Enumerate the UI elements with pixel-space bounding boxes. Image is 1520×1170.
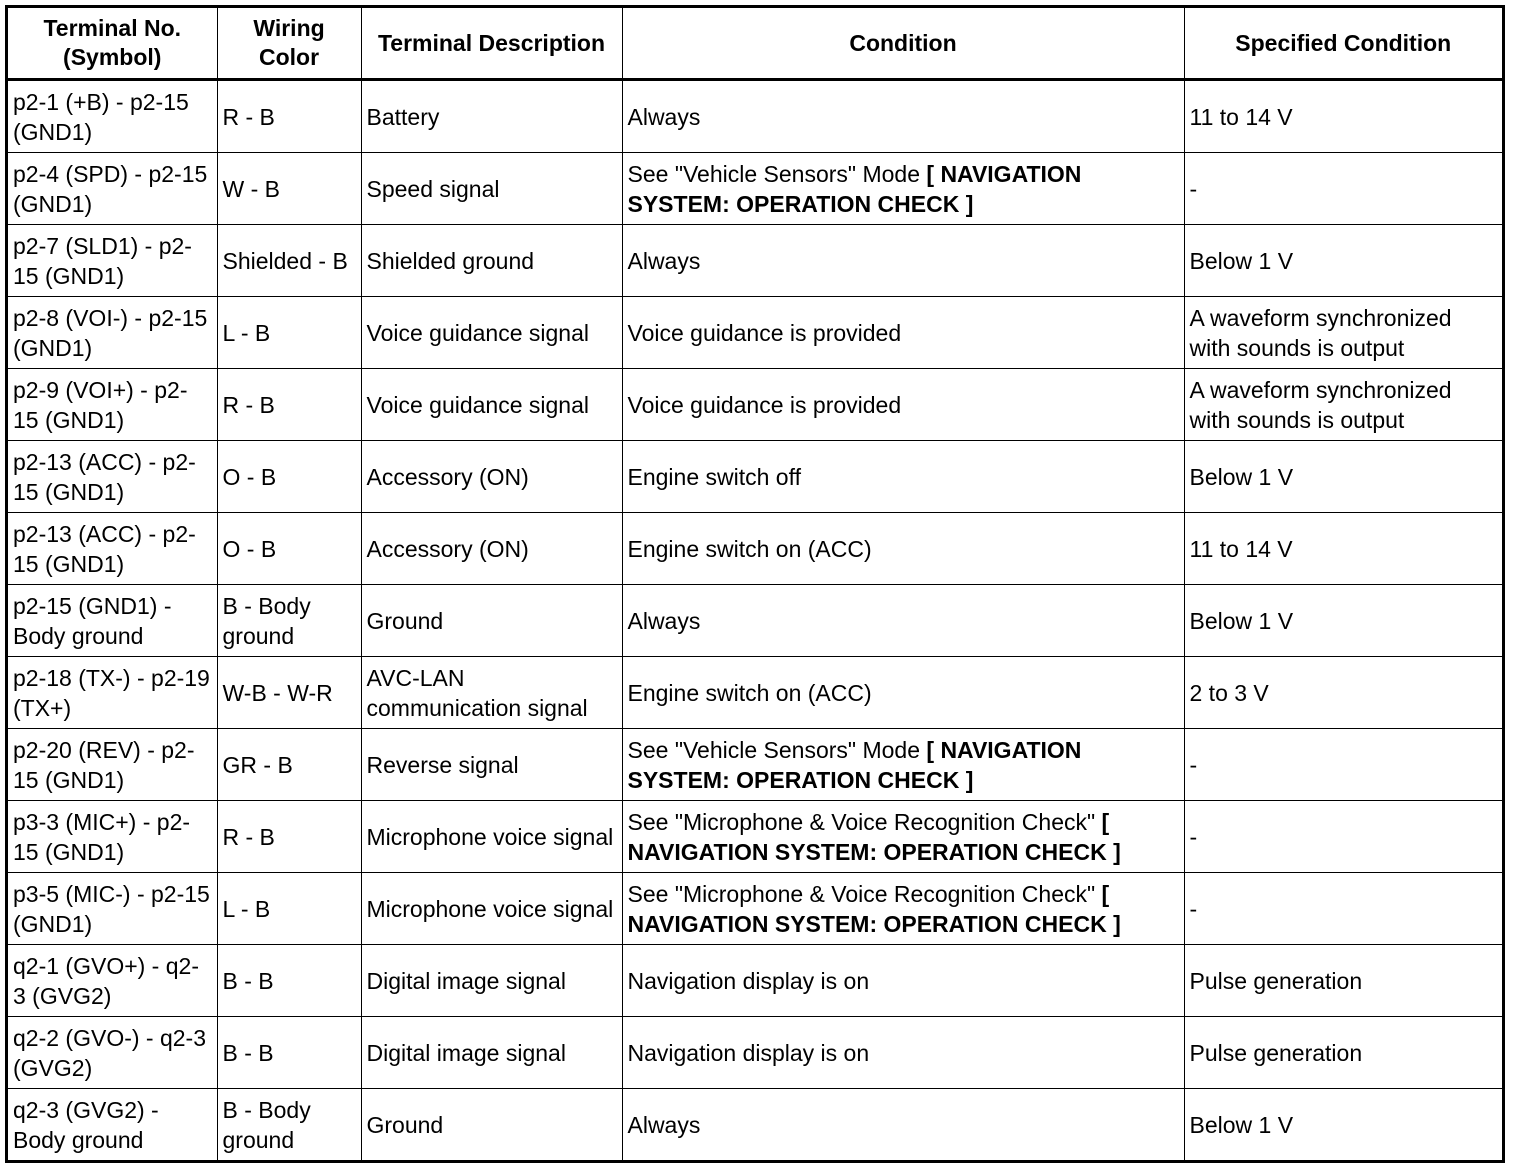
cell-condition: [622, 873, 1184, 945]
cell-wiring-color: B - Body ground: [217, 585, 361, 657]
cell-terminal: p2-13 (ACC) - p2-15 (GND1): [8, 513, 217, 585]
condition-text: Engine switch on (ACC): [627, 679, 872, 706]
cell-terminal-description: AVC-LAN communication signal: [361, 657, 622, 729]
table-row: [8, 441, 1502, 513]
condition-text: Navigation display is on: [627, 967, 870, 994]
table-row: [8, 945, 1502, 1017]
cell-condition: [622, 80, 1184, 153]
table-row: [8, 1017, 1502, 1089]
cell-wiring-color: B - B: [217, 945, 361, 1017]
cell-terminal: q2-3 (GVG2) - Body ground: [8, 1089, 217, 1161]
cell-terminal-description: Ground: [361, 585, 622, 657]
cell-terminal-description: Reverse signal: [361, 729, 622, 801]
cell-condition: [622, 513, 1184, 585]
table-row: [8, 369, 1502, 441]
cell-terminal: q2-2 (GVO-) - q2-3 (GVG2): [8, 1017, 217, 1089]
cell-condition: [622, 657, 1184, 729]
terminal-table-frame: [5, 5, 1505, 1163]
cell-terminal-description: Digital image signal: [361, 1017, 622, 1089]
cell-specified-condition: -: [1184, 801, 1502, 873]
cell-condition: [622, 729, 1184, 801]
cell-condition: [622, 153, 1184, 225]
cell-wiring-color: W - B: [217, 153, 361, 225]
cell-terminal-description: Voice guidance signal: [361, 369, 622, 441]
table-row: [8, 729, 1502, 801]
cell-terminal: p3-3 (MIC+) - p2-15 (GND1): [8, 801, 217, 873]
condition-text: Always: [627, 1111, 701, 1138]
condition-text: See "Vehicle Sensors" Mode: [627, 160, 927, 187]
cell-condition: [622, 1017, 1184, 1089]
table-row: [8, 80, 1502, 153]
cell-terminal: p2-9 (VOI+) - p2-15 (GND1): [8, 369, 217, 441]
cell-condition: [622, 585, 1184, 657]
cell-condition: [622, 441, 1184, 513]
cell-wiring-color: L - B: [217, 297, 361, 369]
cell-terminal: p2-20 (REV) - p2-15 (GND1): [8, 729, 217, 801]
cell-condition: [622, 297, 1184, 369]
cell-specified-condition: Below 1 V: [1184, 225, 1502, 297]
cell-wiring-color: O - B: [217, 513, 361, 585]
condition-text: See "Microphone & Voice Recognition Check": [627, 880, 1102, 907]
cell-terminal: p3-5 (MIC-) - p2-15 (GND1): [8, 873, 217, 945]
cell-terminal-description: Microphone voice signal: [361, 873, 622, 945]
cell-wiring-color: O - B: [217, 441, 361, 513]
cell-terminal: p2-13 (ACC) - p2-15 (GND1): [8, 441, 217, 513]
table-header: [8, 8, 1502, 80]
cell-specified-condition: -: [1184, 873, 1502, 945]
cell-condition: [622, 369, 1184, 441]
cell-terminal-description: Voice guidance signal: [361, 297, 622, 369]
table-body: [8, 80, 1502, 1161]
header-specified-condition: Specified Condition: [1184, 8, 1502, 80]
cell-terminal-description: Accessory (ON): [361, 441, 622, 513]
cell-terminal-description: Speed signal: [361, 153, 622, 225]
condition-text: Voice guidance is provided: [627, 319, 902, 346]
condition-text: Engine switch off: [627, 463, 801, 490]
table-row: [8, 657, 1502, 729]
condition-text: See "Vehicle Sensors" Mode: [627, 736, 927, 763]
cell-condition: [622, 801, 1184, 873]
terminal-table: [8, 8, 1502, 1160]
table-row: [8, 513, 1502, 585]
table-row: [8, 225, 1502, 297]
cell-wiring-color: B - B: [217, 1017, 361, 1089]
cell-wiring-color: L - B: [217, 873, 361, 945]
condition-text: Always: [627, 247, 701, 274]
condition-text: Engine switch on (ACC): [627, 535, 872, 562]
cell-condition: [622, 225, 1184, 297]
cell-wiring-color: B - Body ground: [217, 1089, 361, 1161]
cell-terminal-description: Digital image signal: [361, 945, 622, 1017]
cell-terminal: p2-1 (+B) - p2-15 (GND1): [8, 80, 217, 153]
header-wiring-color: Wiring Color: [217, 8, 361, 80]
condition-text: Always: [627, 607, 701, 634]
cell-wiring-color: R - B: [217, 801, 361, 873]
cell-specified-condition: Below 1 V: [1184, 1089, 1502, 1161]
cell-terminal: p2-7 (SLD1) - p2-15 (GND1): [8, 225, 217, 297]
cell-specified-condition: 11 to 14 V: [1184, 513, 1502, 585]
cell-specified-condition: 2 to 3 V: [1184, 657, 1502, 729]
table-row: [8, 801, 1502, 873]
cell-terminal-description: Battery: [361, 80, 622, 153]
cell-wiring-color: GR - B: [217, 729, 361, 801]
cell-specified-condition: Below 1 V: [1184, 441, 1502, 513]
cell-terminal-description: Microphone voice signal: [361, 801, 622, 873]
condition-text: Navigation display is on: [627, 1039, 870, 1066]
cell-specified-condition: Pulse generation: [1184, 945, 1502, 1017]
header-terminal-no: Terminal No. (Symbol): [8, 8, 217, 80]
cell-terminal-description: Ground: [361, 1089, 622, 1161]
condition-reference-link[interactable]: [ NAVIGATION SYSTEM: OPERATION CHECK ]: [627, 880, 1121, 937]
cell-wiring-color: R - B: [217, 80, 361, 153]
cell-terminal: p2-4 (SPD) - p2-15 (GND1): [8, 153, 217, 225]
cell-terminal-description: Accessory (ON): [361, 513, 622, 585]
table-row: [8, 297, 1502, 369]
table-row: [8, 1089, 1502, 1161]
cell-terminal: q2-1 (GVO+) - q2-3 (GVG2): [8, 945, 217, 1017]
header-row: [8, 8, 1502, 80]
cell-specified-condition: Pulse generation: [1184, 1017, 1502, 1089]
condition-reference-link[interactable]: [ NAVIGATION SYSTEM: OPERATION CHECK ]: [627, 736, 1082, 793]
cell-wiring-color: R - B: [217, 369, 361, 441]
condition-text: Voice guidance is provided: [627, 391, 902, 418]
table-row: [8, 873, 1502, 945]
condition-reference-link[interactable]: [ NAVIGATION SYSTEM: OPERATION CHECK ]: [627, 160, 1082, 217]
cell-terminal: p2-15 (GND1) - Body ground: [8, 585, 217, 657]
cell-terminal: p2-8 (VOI-) - p2-15 (GND1): [8, 297, 217, 369]
cell-specified-condition: A waveform synchronized with sounds is output: [1184, 369, 1502, 441]
cell-condition: [622, 945, 1184, 1017]
cell-specified-condition: A waveform synchronized with sounds is output: [1184, 297, 1502, 369]
cell-wiring-color: Shielded - B: [217, 225, 361, 297]
cell-specified-condition: -: [1184, 729, 1502, 801]
table-row: [8, 585, 1502, 657]
header-terminal-description: Terminal Description: [361, 8, 622, 80]
header-condition: Condition: [622, 8, 1184, 80]
condition-reference-link[interactable]: [ NAVIGATION SYSTEM: OPERATION CHECK ]: [627, 808, 1121, 865]
cell-terminal-description: Shielded ground: [361, 225, 622, 297]
cell-condition: [622, 1089, 1184, 1161]
condition-text: See "Microphone & Voice Recognition Check": [627, 808, 1102, 835]
condition-text: Always: [627, 103, 701, 130]
cell-specified-condition: -: [1184, 153, 1502, 225]
cell-wiring-color: W-B - W-R: [217, 657, 361, 729]
cell-terminal: p2-18 (TX-) - p2-19 (TX+): [8, 657, 217, 729]
cell-specified-condition: 11 to 14 V: [1184, 80, 1502, 153]
cell-specified-condition: Below 1 V: [1184, 585, 1502, 657]
table-row: [8, 153, 1502, 225]
